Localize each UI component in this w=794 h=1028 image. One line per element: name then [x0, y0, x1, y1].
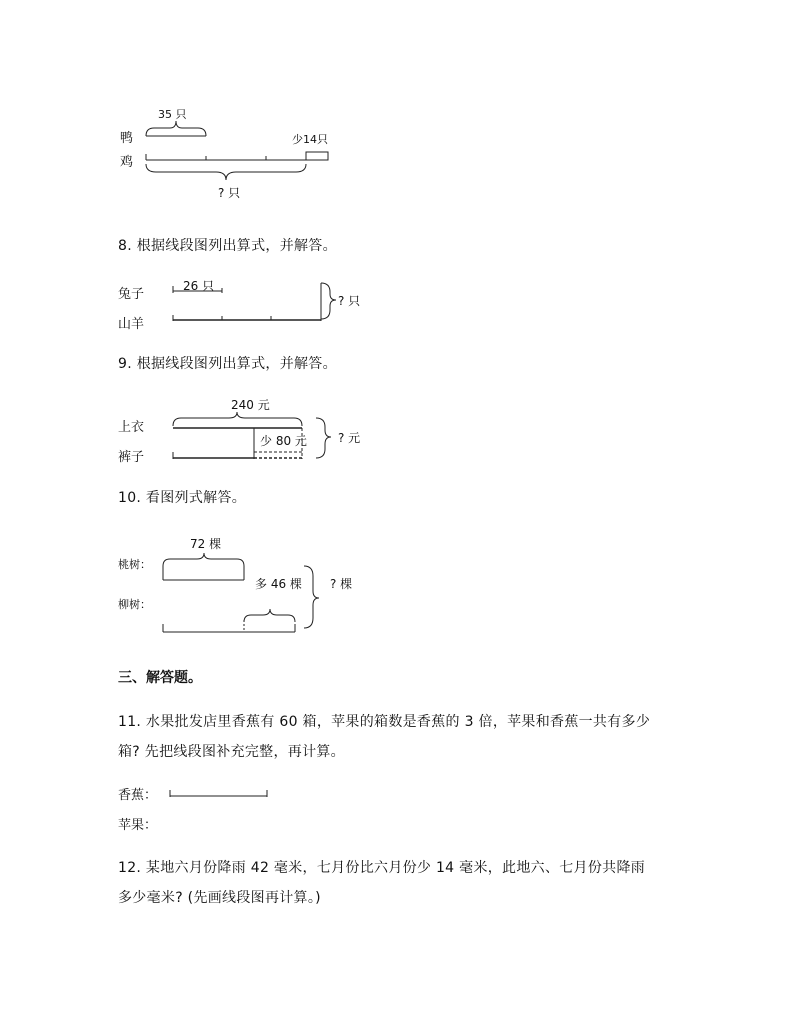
q8-text: 8. 根据线段图列出算式，并解答。: [118, 238, 337, 254]
q10-text: 10. 看图列式解答。: [118, 490, 247, 506]
q12-line2: 多少毫米? (先画线段图再计算。): [118, 890, 321, 906]
q12-line1: 12. 某地六月份降雨 42 毫米，七月份比六月份少 14 毫米，此地六、七月份共降雨: [118, 860, 646, 876]
q8-goat-label: 山羊: [118, 317, 145, 332]
duck-top-value: 35 只: [158, 108, 187, 121]
q11-banana-label: 香蕉：: [118, 788, 158, 803]
chicken-label: 鸡: [120, 155, 134, 170]
q10-diff-label: 多 46 棵: [255, 577, 302, 591]
q9-pants-label: 裤子: [118, 450, 145, 465]
q9-shirt-label: 上衣: [118, 420, 145, 435]
section-title: 三、解答题。: [118, 670, 202, 686]
chicken-diff-label: 少14只: [292, 133, 328, 146]
q10-peach-label: 桃树：: [118, 558, 151, 571]
q8-top-value: 26 只: [183, 279, 215, 293]
q11-line2: 箱? 先把线段图补充完整，再计算。: [118, 744, 345, 760]
q9-diff-label: 少 80 元: [260, 434, 307, 448]
q8-total-label: ? 只: [338, 294, 361, 308]
q10-top-value: 72 棵: [190, 537, 222, 551]
q10-total-label: ? 棵: [330, 577, 353, 591]
q8-rabbit-label: 兔子: [118, 287, 145, 302]
q9-text: 9. 根据线段图列出算式，并解答。: [118, 356, 337, 372]
duck-label: 鸭: [120, 131, 134, 146]
chicken-total-label: ? 只: [218, 186, 241, 200]
q10-willow-label: 柳树：: [118, 598, 151, 611]
q11-line1: 11. 水果批发店里香蕉有 60 箱，苹果的箱数是香蕉的 3 倍，苹果和香蕉一共有多少: [118, 714, 651, 730]
q9-total-label: ? 元: [338, 431, 361, 445]
q9-top-value: 240 元: [231, 398, 270, 412]
q11-apple-label: 苹果：: [118, 818, 158, 833]
